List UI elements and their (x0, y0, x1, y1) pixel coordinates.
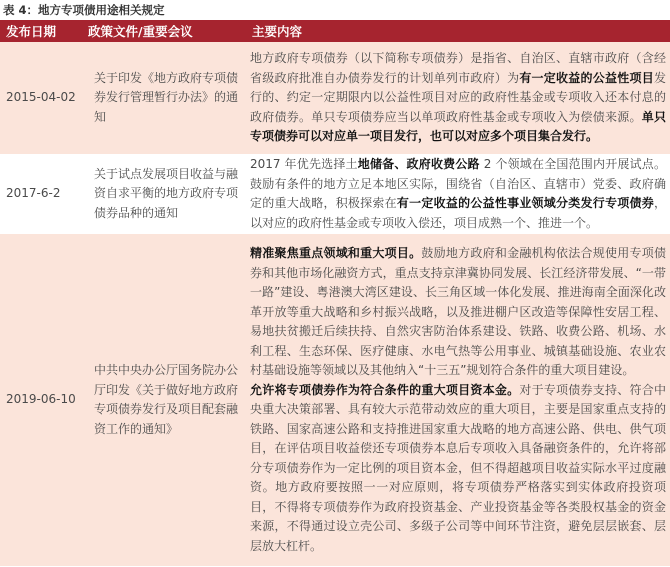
row-document: 关于试点发展项目收益与融资自求平衡的地方政府专项债券品种的通知 (82, 155, 246, 234)
header-content: 主要内容 (252, 24, 303, 39)
row-date: 2015-04-02 (0, 42, 82, 155)
row-document: 关于印发《地方政府专项债券发行管理暂行办法》的通知 (82, 42, 246, 155)
policy-table (0, 20, 670, 567)
row-content (246, 234, 670, 567)
header-document: 政策文件/重要会议 (88, 24, 193, 39)
content-text: 鼓励地方政府和金融机构依法合规使用专项债券和其他市场化融资方式，重点支持京津冀协同发展、长江经济带发展、“一带一路”建设、粤港澳大湾区建设、长三角区域一体化发展、推进海南全面深化改革开放等重大战略和乡村振兴战略，以及推进棚户区改造等保障性安居工程、易地扶贫搬迁后续扶持、自然灾害防治体系建设、铁路、收费公路、机场、水利工程、生态环保、医疗健康、水电气热等公用事业、城镇基础设施、农业农村基础设施等领域以及其他纳入“十三五”规划符合条件的重大项目建设。 (250, 246, 666, 377)
table-header-row (0, 20, 670, 42)
table-caption: 表 4：地方专项债用途相关规定 (3, 3, 165, 17)
table-row (0, 155, 670, 234)
content-emphasis: 有一定收益的公益性项目 (519, 70, 654, 85)
row-content (246, 155, 670, 234)
content-text: 发行的、约定一定期限内以公益性项目对应的政府性基金或专项收入还本付息的政府债券。单只专项债券应当以单项政府性基金或专项收入为偿债来源。 (250, 70, 666, 124)
content-text: ，以对应的政府性基金或专项收入偿还，项目成熟一个、推进一个。 (250, 196, 666, 230)
row-document: 中共中央办公厅国务院办公厅印发《关于做好地方政府专项债券发行及项目配套融资工作的通知》 (82, 234, 246, 567)
content-emphasis: 有一定收益的公益性事业领域分类发行专项债券 (396, 196, 654, 210)
header-date: 发布日期 (6, 24, 57, 39)
row-date: 2019-06-10 (0, 234, 82, 567)
content-text: 对于专项债券支持、符合中央重大决策部署、具有较大示范带动效应的重大项目，主要是国家重点支持的铁路、国家高速公路和支持推进国家重大战略的地方高速公路、供电、供气项目，在评估项目收益偿还专项债券本息后专项收入具备融资条件的，允许将部分专项债券作为一定比例的项目资本金，但不得超越项目收益实际水平过度融资。地方政府要按照一一对应原则，将专项债券严格落实到实体政府投资项目，不得将专项债券作为政府投资基金、产业投资基金等各类股权基金的资金来源，不得通过设立壳公司、多级子公司等中间环节注资，避免层层嵌套、层层放大杠杆。 (250, 382, 666, 553)
content-text: 2017 年优先选择土 (250, 157, 358, 171)
content-text: 2 个领域在全国范围内开展试点。鼓励有条件的地方立足本地区实际，围绕省（自治区、直辖市）党委、政府确定的重大战略，积极探索在 (250, 157, 666, 210)
content-emphasis: 单只专项债券可以对应单一项目发行，也可以对应多个项目集合发行。 (250, 109, 666, 144)
content-text: 地方政府专项债券（以下简称专项债券）是指省、自治区、直辖市政府（含经省级政府批准自办债券发行的计划单列市政府）为 (250, 51, 666, 85)
row-date: 2017-6-2 (0, 155, 82, 234)
content-emphasis: 地储备、政府收费公路 (357, 157, 480, 171)
content-emphasis: 允许将专项债券作为符合条件的重大项目资本金。 (250, 382, 520, 397)
table-row (0, 42, 670, 155)
row-content (246, 42, 670, 155)
table-row (0, 234, 670, 567)
content-emphasis: 精准聚焦重点领域和重大项目。 (250, 246, 422, 260)
